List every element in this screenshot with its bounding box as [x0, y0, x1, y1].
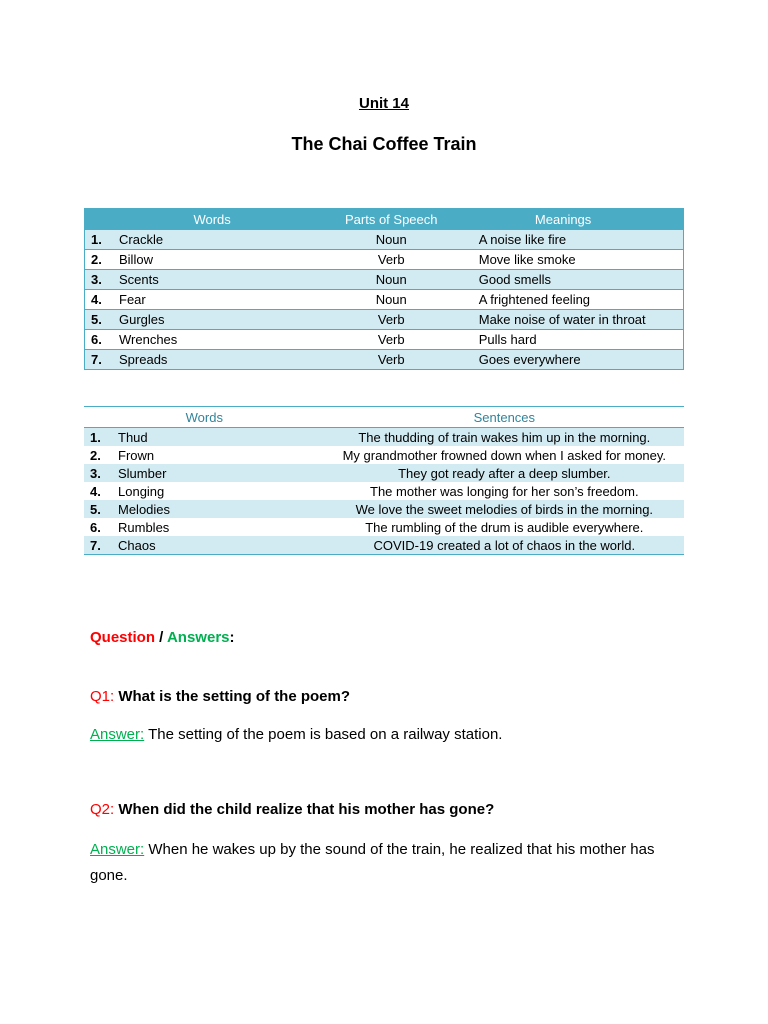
header-meanings: Meanings: [443, 209, 684, 230]
table-row: [84, 536, 684, 555]
row-word: Gurgles: [119, 310, 340, 330]
answer-text: The setting of the poem is based on a railway station.: [148, 726, 503, 743]
qa-heading-question: Question: [90, 629, 156, 646]
question-number: Q2:: [90, 801, 115, 818]
question-1: [90, 688, 350, 705]
table-row: [85, 270, 684, 290]
question-2: [90, 801, 494, 818]
row-meaning: A frightened feeling: [443, 290, 684, 310]
row-number: 6.: [90, 519, 101, 535]
unit-label: Unit 14: [358, 95, 409, 112]
row-number: 3.: [84, 464, 118, 482]
row-number: 7.: [84, 536, 118, 555]
row-sentence: We love the sweet melodies of birds in the morning.: [325, 500, 684, 518]
row-word: Billow: [119, 250, 340, 270]
row-meaning: Move like smoke: [443, 250, 684, 270]
row-sentence: The mother was longing for her son’s freedom.: [370, 483, 639, 499]
row-meaning: A noise like fire: [443, 230, 684, 250]
row-word: Scents: [119, 270, 340, 290]
row-word: Thud: [118, 428, 325, 447]
row-number: 1.: [84, 428, 118, 447]
qa-heading-separator: /: [155, 629, 167, 646]
row-word: Melodies: [118, 500, 325, 518]
header-words: Words: [84, 407, 325, 428]
row-number: 4.: [90, 483, 101, 499]
row-number: 6.: [85, 330, 120, 350]
row-meaning: Goes everywhere: [443, 350, 684, 370]
question-text: When did the child realize that his mother has gone?: [118, 801, 495, 818]
table-row: [84, 428, 684, 447]
table-row: [84, 482, 684, 500]
row-word: Frown: [118, 447, 155, 463]
question-number: Q1:: [90, 688, 115, 705]
row-part-of-speech: Noun: [340, 230, 443, 250]
row-word: Chaos: [118, 536, 325, 555]
row-part-of-speech: Noun: [340, 290, 443, 310]
row-part-of-speech: Verb: [340, 350, 443, 370]
qa-heading: [90, 629, 235, 646]
row-part-of-speech: Verb: [340, 310, 443, 330]
row-sentence: The thudding of train wakes him up in the morning.: [325, 428, 684, 447]
row-word: Longing: [118, 483, 165, 499]
row-part-of-speech: Verb: [340, 330, 443, 350]
table-row: [85, 290, 684, 310]
row-number: 2.: [85, 250, 120, 270]
row-number: 2.: [90, 447, 101, 463]
row-number: 7.: [85, 350, 120, 370]
answer-label: Answer:: [90, 726, 145, 743]
table-row: [84, 464, 684, 482]
row-meaning: Make noise of water in throat: [443, 310, 684, 330]
question-text: What is the setting of the poem?: [118, 688, 351, 705]
table-row: [84, 518, 684, 536]
table-header-row: [84, 407, 684, 428]
answer-label: Answer:: [90, 841, 145, 858]
page-title: The Chai Coffee Train: [291, 134, 477, 154]
table-row: [84, 446, 684, 464]
answer-1: [90, 722, 690, 748]
row-word: Slumber: [118, 464, 325, 482]
row-meaning: Pulls hard: [443, 330, 684, 350]
qa-heading-colon: :: [229, 629, 235, 646]
row-number: 4.: [85, 290, 120, 310]
table-row: [85, 310, 684, 330]
header-words: Words: [85, 209, 340, 230]
row-number: 5.: [84, 500, 118, 518]
table-row: [85, 330, 684, 350]
table-row: [85, 250, 684, 270]
qa-heading-answers: Answers: [166, 629, 230, 646]
row-part-of-speech: Verb: [340, 250, 443, 270]
row-word: Fear: [119, 290, 340, 310]
table-header-row: [85, 209, 684, 230]
header-sentences: Sentences: [325, 407, 684, 428]
row-sentence: My grandmother frowned down when I asked for money.: [342, 447, 667, 463]
sentences-table: [84, 406, 684, 555]
row-word: Crackle: [119, 230, 340, 250]
row-part-of-speech: Noun: [340, 270, 443, 290]
answer-2: [90, 837, 690, 889]
row-sentence: COVID-19 created a lot of chaos in the world.: [325, 536, 684, 555]
table-row: [85, 230, 684, 250]
row-sentence: The rumbling of the drum is audible everywhere.: [365, 519, 644, 535]
row-sentence: They got ready after a deep slumber.: [325, 464, 684, 482]
row-number: 1.: [85, 230, 120, 250]
row-meaning: Good smells: [443, 270, 684, 290]
table-row: [84, 500, 684, 518]
row-word: Rumbles: [118, 519, 170, 535]
row-word: Spreads: [119, 350, 340, 370]
answer-text: When he wakes up by the sound of the train, he realized that his mother has gone.: [90, 841, 655, 884]
table-row: [85, 350, 684, 370]
header-parts-of-speech: Parts of Speech: [340, 209, 443, 230]
row-word: Wrenches: [119, 330, 340, 350]
row-number: 3.: [85, 270, 120, 290]
row-number: 5.: [85, 310, 120, 330]
vocabulary-table: [84, 208, 684, 370]
